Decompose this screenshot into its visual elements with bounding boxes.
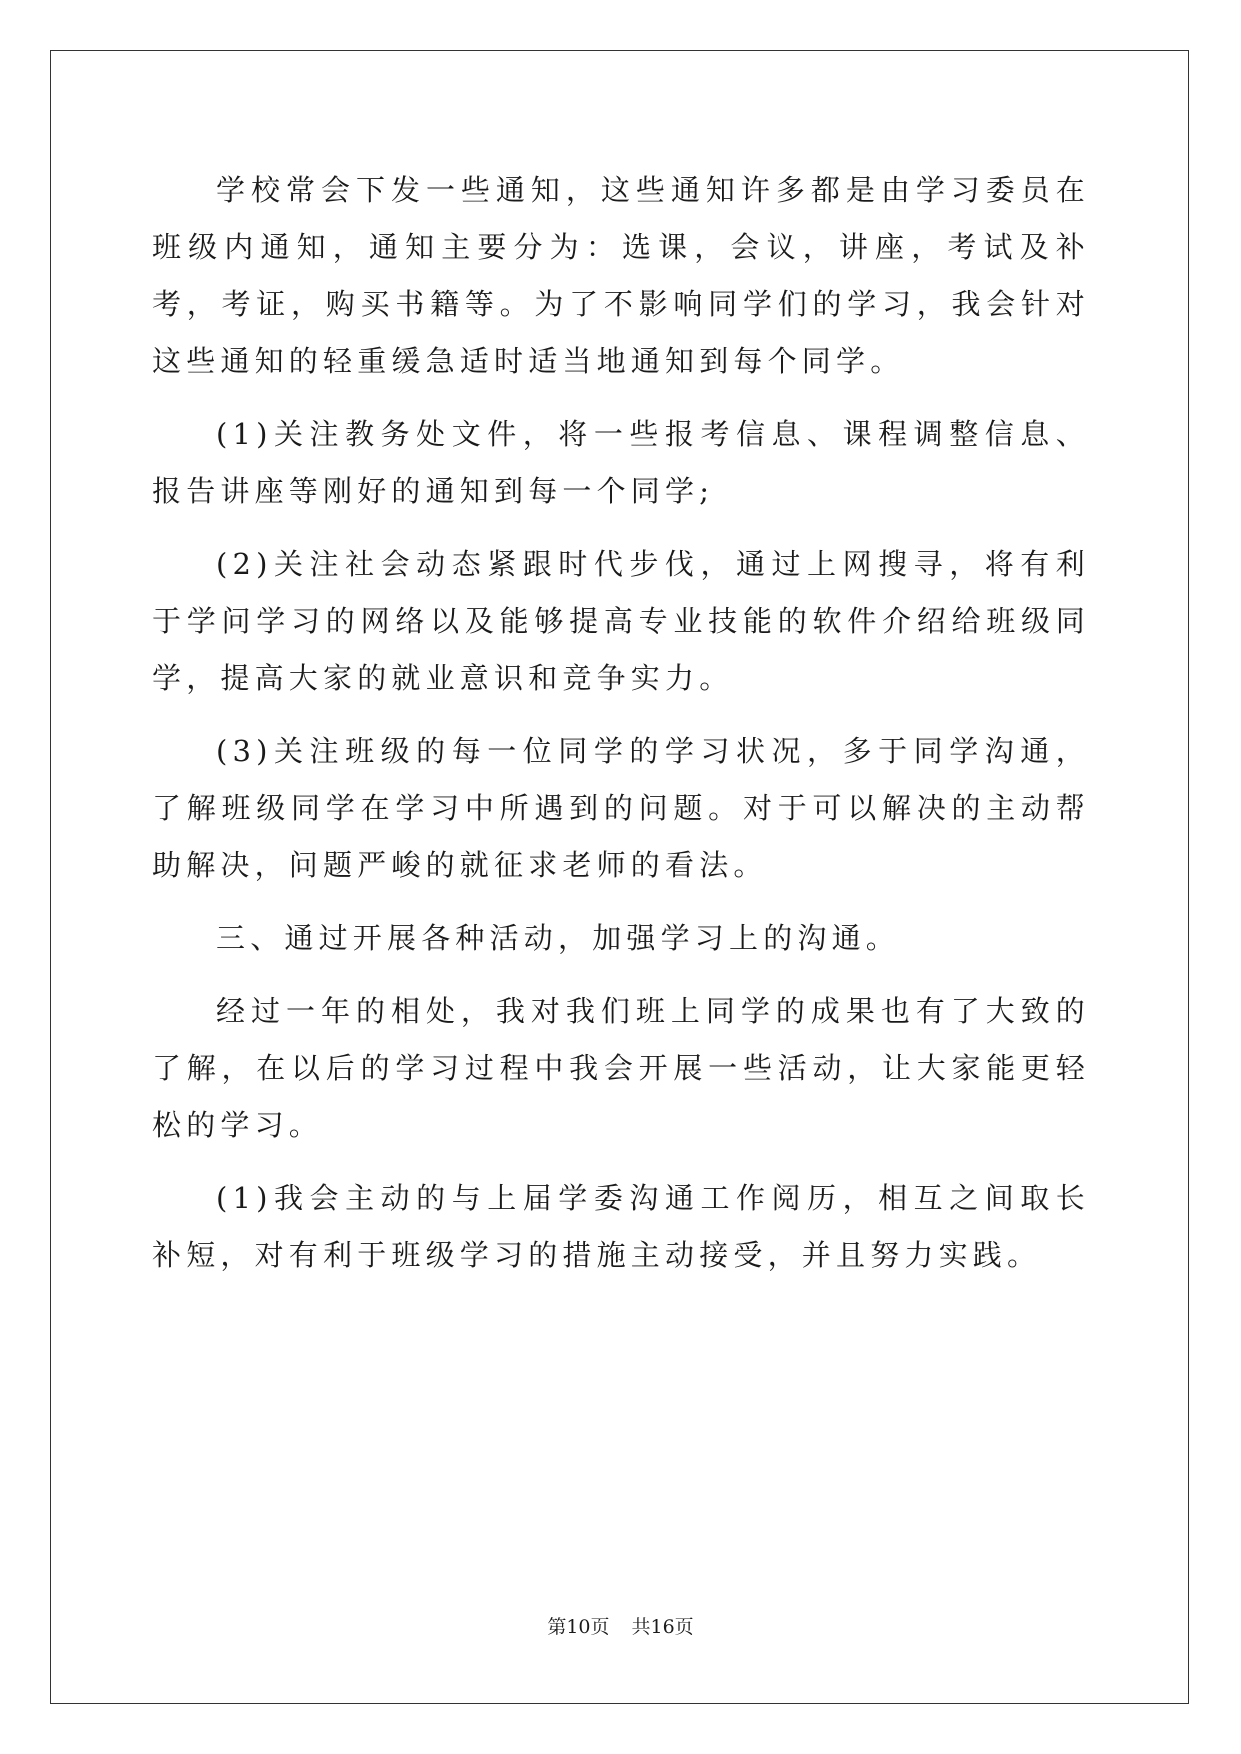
paragraph: 经过一年的相处，我对我们班上同学的成果也有了大致的了解，在以后的学习过程中我会开展一些活动，让大家能更轻松的学习。 (152, 994, 1090, 1142)
paragraph: 学校常会下发一些通知，这些通知许多都是由学习委员在班级内通知，通知主要分为：选课，会议，讲座，考试及补考，考证，购买书籍等。为了不影响同学们的学习，我会针对这些通知的轻重缓急适时适当地通知到每个同学。 (152, 173, 1090, 378)
document-body (152, 162, 1090, 1300)
page-number: 第10页 (547, 1616, 610, 1638)
paragraph: (2)关注社会动态紧跟时代步伐，通过上网搜寻，将有利于学问学习的网络以及能够提高专业技能的软件介绍给班级同学，提高大家的就业意识和竞争实力。 (152, 547, 1090, 695)
page-footer (0, 1612, 1241, 1639)
paragraph: (3)关注班级的每一位同学的学习状况，多于同学沟通，了解班级同学在学习中所遇到的问题。对于可以解决的主动帮助解决，问题严峻的就征求老师的看法。 (152, 734, 1090, 882)
section-heading: 三、通过开展各种活动，加强学习上的沟通。 (216, 921, 901, 955)
paragraph: (1)关注教务处文件，将一些报考信息、课程调整信息、报告讲座等刚好的通知到每一个同学; (152, 417, 1090, 508)
paragraph: (1)我会主动的与上届学委沟通工作阅历，相互之间取长补短，对有利于班级学习的措施主动接受，并且努力实践。 (152, 1181, 1090, 1272)
page-total: 共16页 (631, 1616, 694, 1638)
